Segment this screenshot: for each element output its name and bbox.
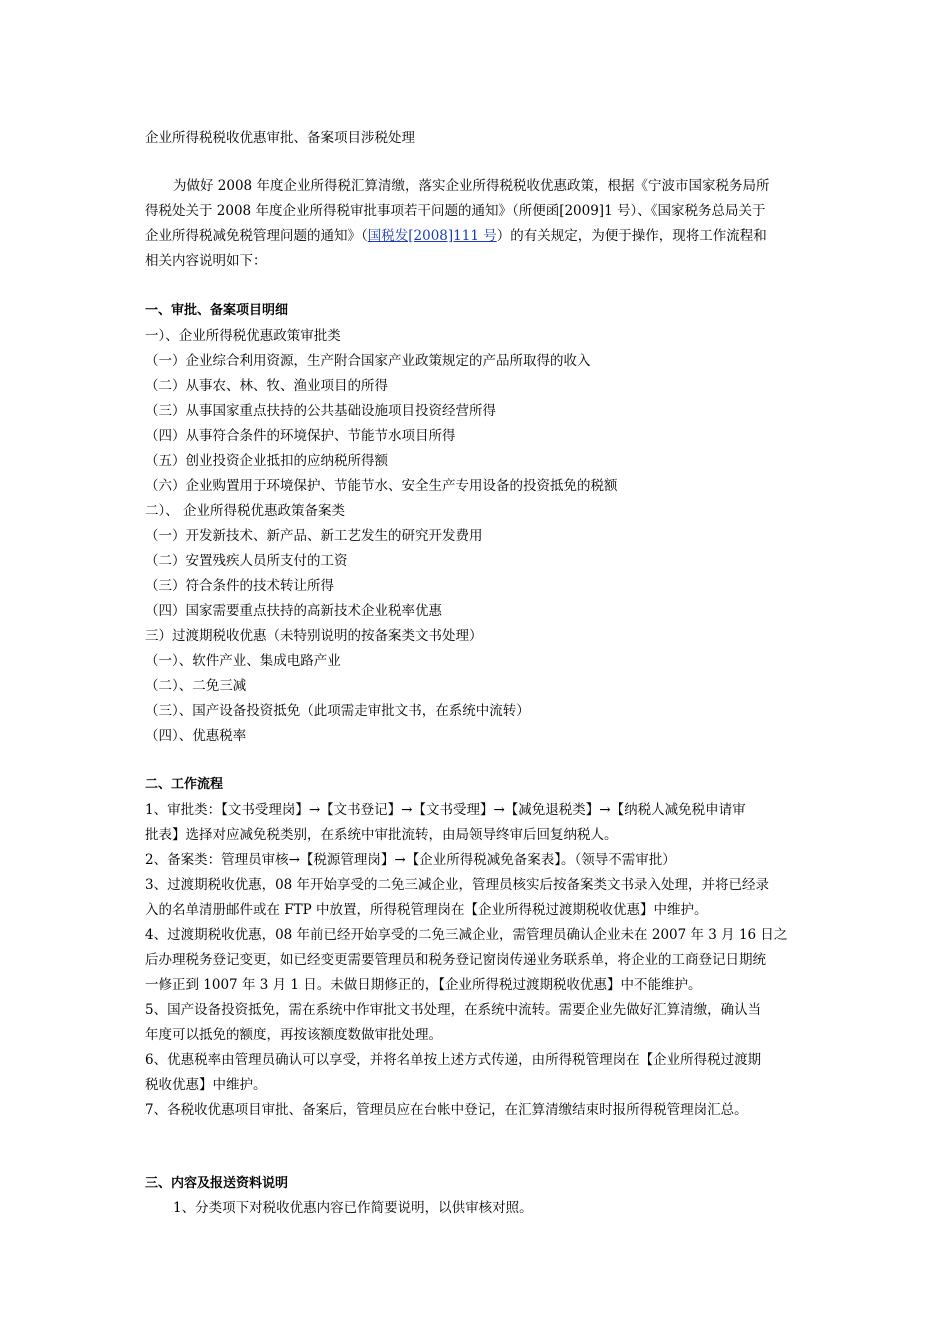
section-2-line: 入的名单清册邮件或在 FTP 中放置，所得税管理岗在【企业所得税过渡期税收优惠】中维护。 [145,902,708,918]
regulation-link[interactable]: 国税发[2008]111 号 [367,228,497,244]
section-1-line: （一）企业综合利用资源，生产附合国家产业政策规定的产品所取得的收入 [145,353,591,369]
section-2-line: 7、各税收优惠项目审批、备案后，管理员应在台帐中登记，在汇算清缴结束时报所得税管理岗汇总。 [145,1102,748,1118]
section-2-line: 4、过渡期税收优惠，08 年前已经开始享受的二免三减企业，需管理员确认企业未在 2007 年 3 月 16 日之 [145,927,788,943]
section-2-line: 6、优惠税率由管理员确认可以享受，并将名单按上述方式传递，由所得税管理岗在【企业所得税过渡期 [145,1052,762,1068]
intro-line-4: 相关内容说明如下： [145,253,267,269]
section-1-line: 一）、企业所得税优惠政策审批类 [145,328,341,344]
section-1-line: （三）从事国家重点扶持的公共基础设施项目投资经营所得 [145,403,496,419]
section-2-line: 一修正到 1007 年 3 月 1 日。未做日期修正的，【企业所得税过渡期税收优惠】中不能维护。 [145,977,702,993]
section-2-line: 1、审批类：【文书受理岗】→【文书登记】→【文书受理】→【减免退税类】→【纳税人减免税申请审 [145,802,746,818]
intro-line-2: 得税处关于 2008 年度企业所得税审批事项若干问题的通知》（所便函[2009]1 号）、《国家税务总局关于 [145,203,766,219]
intro-line-3 [145,226,767,246]
section-2-heading: 二、工作流程 [145,777,224,792]
section-1-line: （四）、优惠税率 [145,728,247,744]
section-1-line: （四）从事符合条件的环境保护、节能节水项目所得 [145,428,456,444]
intro-line-1: 为做好 2008 年度企业所得税汇算清缴，落实企业所得税税收优惠政策，根据《宁波市国家税务局所 [173,178,770,194]
section-1-line: （二）从事农、林、牧、渔业项目的所得 [145,378,388,394]
section-3-heading: 三、内容及报送资料说明 [145,1176,289,1191]
section-2-line: 年度可以抵免的额度，再按该额度数做审批处理。 [145,1027,442,1043]
section-2-line: 后办理税务登记变更，如已经变更需要管理员和税务登记窗岗传递业务联系单，将企业的工商登记日期统 [145,952,766,968]
section-1-line: （三）符合条件的技术转让所得 [145,578,334,594]
section-3-line: 1、分类项下对税收优惠内容已作简要说明，以供审核对照。 [173,1200,533,1216]
section-1-line: （二）安置残疾人员所支付的工资 [145,553,348,569]
document-title: 企业所得税税收优惠审批、备案项目涉税处理 [145,130,415,146]
section-2-line: 批表】选择对应减免税类别，在系统中审批流转，由局领导终审后回复纳税人。 [145,827,618,843]
section-2-line: 3、过渡期税收优惠，08 年开始享受的二免三减企业，管理员核实后按备案类文书录入处理，并将已经录 [145,877,770,893]
section-2-line: 5、国产设备投资抵免，需在系统中作审批文书处理，在系统中流转。需要企业先做好汇算清缴，确认当 [145,1002,762,1018]
section-1-line: （四）国家需要重点扶持的高新技术企业税率优惠 [145,603,442,619]
section-2-line: 税收优惠】中维护。 [145,1077,267,1093]
intro-line-3-end: ）的有关规定，为便于操作，现将工作流程和 [496,228,767,244]
section-1-line: （五）创业投资企业抵扣的应纳税所得额 [145,453,388,469]
section-1-line: 二）、 企业所得税优惠政策备案类 [145,503,346,519]
section-1-line: （一）开发新技术、新产品、新工艺发生的研究开发费用 [145,528,483,544]
intro-line-3-start: 企业所得税减免税管理问题的通知》（ [145,228,368,244]
section-1-line: 三）过渡期税收优惠（未特别说明的按备案类文书处理） [145,628,483,644]
section-1-line: （二）、二免三减 [145,678,247,694]
section-2-line: 2、备案类：管理员审核→【税源管理岗】→【企业所得税减免备案表】。（领导不需审批） [145,852,676,868]
section-1-line: （一）、软件产业、集成电路产业 [145,653,341,669]
section-1-line: （六）企业购置用于环境保护、节能节水、安全生产专用设备的投资抵免的税额 [145,478,618,494]
section-1-line: （三）、国产设备投资抵免（此项需走审批文书，在系统中流转） [145,703,530,719]
section-1-heading: 一、审批、备案项目明细 [145,303,289,318]
